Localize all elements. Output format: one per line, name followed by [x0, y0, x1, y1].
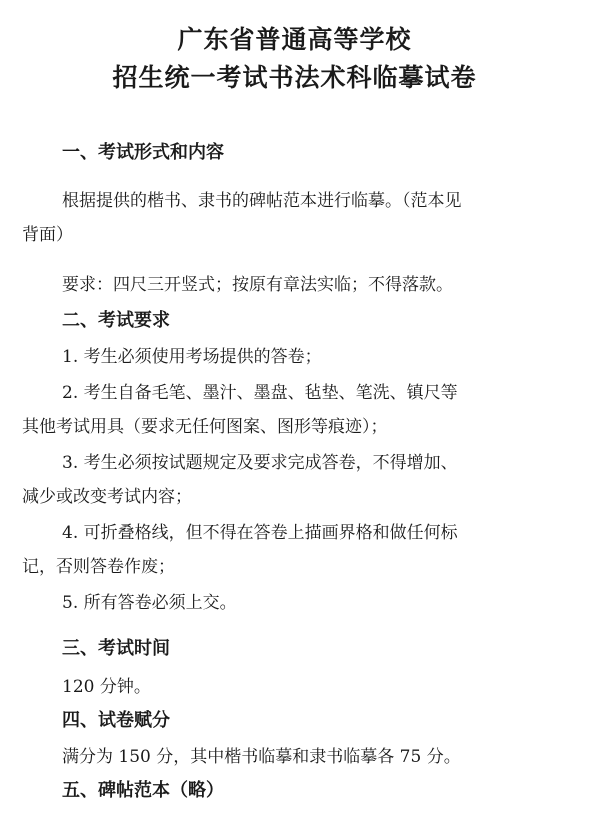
- section-1-paragraph-line-2: 背面）: [22, 225, 73, 245]
- title-line-2: 招生统一考试书法术科临摹试卷: [112, 63, 477, 92]
- requirement-item-3-line-2: 减少或改变考试内容；: [22, 487, 192, 507]
- section-1-heading: 一、考试形式和内容: [62, 142, 224, 163]
- score-allocation: 满分为 150 分，其中楷书临摹和隶书临摹各 75 分。: [62, 747, 461, 767]
- requirement-item-3-line-1: 3. 考生必须按试题规定及要求完成答卷，不得增加、: [62, 453, 458, 473]
- section-2-heading: 二、考试要求: [62, 310, 170, 331]
- requirement-item-5: 5. 所有答卷必须上交。: [62, 593, 237, 613]
- title-line-1: 广东省普通高等学校: [177, 25, 412, 54]
- requirement-item-2-line-1: 2. 考生自备毛笔、墨汁、墨盘、毡垫、笔洗、镇尺等: [62, 383, 458, 403]
- section-4-heading: 四、试卷赋分: [62, 710, 170, 731]
- section-3-heading: 三、考试时间: [62, 638, 170, 659]
- section-1-requirement: 要求：四尺三开竖式；按原有章法实临；不得落款。: [62, 275, 453, 295]
- exam-duration: 120 分钟。: [62, 677, 151, 697]
- section-1-paragraph-line-1: 根据提供的楷书、隶书的碑帖范本进行临摹。（范本见: [62, 191, 462, 211]
- requirement-item-1: 1. 考生必须使用考场提供的答卷；: [62, 347, 322, 367]
- section-5-heading: 五、碑帖范本（略）: [62, 780, 224, 801]
- requirement-item-4-line-1: 4. 可折叠格线，但不得在答卷上描画界格和做任何标: [62, 523, 458, 543]
- requirement-item-2-line-2: 其他考试用具（要求无任何图案、图形等痕迹）；: [22, 417, 388, 437]
- requirement-item-4-line-2: 记，否则答卷作废；: [22, 557, 175, 577]
